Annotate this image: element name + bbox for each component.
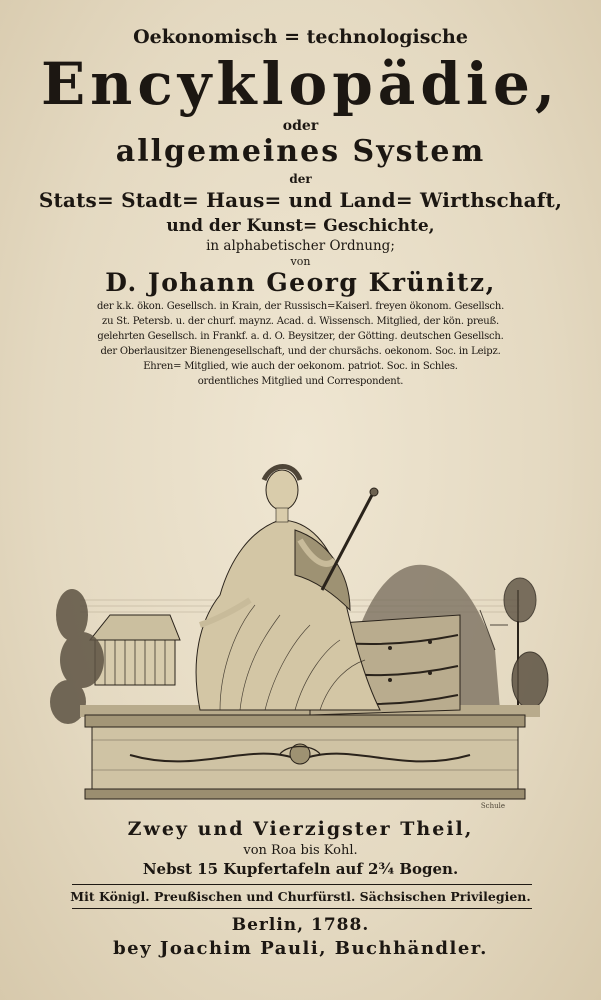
tree-icon — [504, 578, 548, 710]
divider-bottom — [72, 908, 532, 909]
hut-icon — [90, 615, 180, 685]
publisher: bey Joachim Pauli, Buchhändler. — [113, 938, 488, 959]
plates-info: Nebst 15 Kupfertafeln auf 2¾ Bogen. — [142, 860, 459, 878]
affiliation-line: gelehrten Gesellsch. in Frankf. a. d. O. Beysitzer, der Götting. deutschen Gesellsch. — [97, 331, 504, 342]
affiliation-line: der Oberlausitzer Bienengesellschaft, und der chursächs. oekonom. Soc. in Leipz. — [100, 346, 501, 357]
pedestal — [85, 715, 525, 799]
title-system: allgemeines System — [115, 134, 486, 169]
word-von: von — [290, 255, 311, 268]
main-title: Encyklopädie, — [40, 50, 561, 118]
volume-range: von Roa bis Kohl. — [243, 843, 358, 858]
privileges: Mit Königl. Preußischen und Churfürstl. Sächsischen Privilegien. — [70, 889, 531, 904]
frontispiece-engraving — [50, 410, 550, 810]
article-der: der — [289, 172, 312, 186]
title-ordnung: in alphabetischer Ordnung; — [206, 238, 395, 254]
affiliation-line: ordentliches Mitglied und Correspondent. — [197, 376, 404, 387]
divider-top — [72, 884, 532, 885]
conjunction-oder: oder — [282, 118, 319, 134]
seated-figure-icon — [196, 467, 380, 711]
affiliation-line: der k.k. ökon. Gesellsch. in Krain, der Russisch=Kaiserl. freyen ökonom. Gesellsch. — [96, 301, 505, 312]
title-kunstgeschichte: und der Kunst= Geschichte, — [166, 216, 435, 236]
volume-title: Zwey und Vierzigster Theil, — [127, 818, 474, 840]
affiliation-line: Ehren= Mitglied, wie auch der oekonom. patriot. Soc. in Schles. — [143, 361, 458, 372]
author-name: D. Johann Georg Krünitz, — [105, 268, 496, 297]
place-year: Berlin, 1788. — [231, 915, 370, 935]
shrub-icon — [50, 589, 104, 724]
title-wirthschaft: Stats= Stadt= Haus= und Land= Wirthschaft, — [38, 188, 563, 212]
staff-icon — [322, 495, 372, 590]
engraver-signature: Schule — [480, 802, 505, 810]
affiliation-line: zu St. Petersb. u. der churf. maynz. Acad. d. Wissensch. Mitglied, der kön. preuß. — [102, 316, 499, 327]
subtitle-line: Oekonomisch = technologische — [133, 26, 468, 48]
